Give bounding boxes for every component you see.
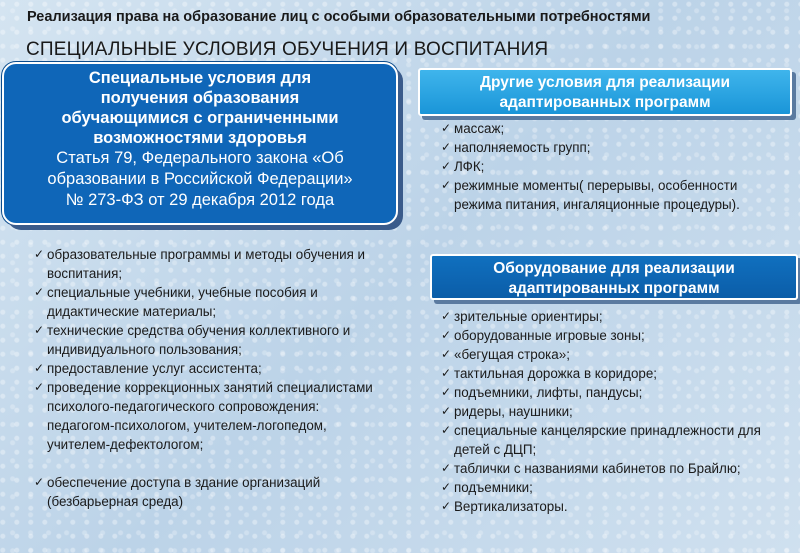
page-subtitle: СПЕЦИАЛЬНЫЕ УСЛОВИЯ ОБУЧЕНИЯ И ВОСПИТАНИЯ [26, 39, 549, 60]
list-item: ✓ наполняемость групп; [441, 140, 591, 155]
box-line-6: образовании в Российской Федерации» [47, 170, 353, 188]
list-item: ✓ режимные моменты( перерывы, особенности режима питания, ингаляционные процедуры). [441, 178, 740, 212]
check-icon: ✓ [34, 475, 45, 489]
list-item: ✓ проведение коррекционных занятий специалистами психолого-педагогического сопровождения: педагогом-психологом, учителем-логопедом, учителем-дефектологом; [34, 380, 377, 452]
box-line-3: обучающимися с ограниченными [61, 109, 339, 127]
list-item: ✓ ридеры, наушники; [441, 404, 573, 419]
list-item: ✓ массаж; [441, 121, 505, 136]
list-spacer [34, 454, 382, 473]
check-icon: ✓ [441, 328, 452, 342]
check-icon: ✓ [34, 361, 45, 375]
check-icon: ✓ [441, 461, 452, 475]
check-icon: ✓ [34, 323, 45, 337]
check-icon: ✓ [34, 285, 45, 299]
list-item: ✓ обеспечение доступа в здание организаций (безбарьерная среда) [34, 475, 321, 509]
equipment-heading: Оборудование для реализации адаптированных программ [430, 254, 798, 300]
box-line-5: Статья 79, Федерального закона «Об [56, 149, 344, 167]
list-item: ✓ зрительные ориентиры; [441, 309, 603, 324]
list-item: ✓ специальные канцелярские принадлежности для детей с ДЦП; [441, 423, 761, 457]
check-icon: ✓ [34, 380, 45, 394]
check-icon: ✓ [441, 121, 452, 135]
page-title: Реализация права на образование лиц с особыми образовательными потребностями [27, 9, 651, 25]
list-item: ✓ специальные учебники, учебные пособия и дидактические материалы; [34, 285, 318, 319]
box-line-2: получения образования [100, 89, 300, 107]
check-icon: ✓ [441, 178, 452, 192]
other-conditions-heading: Другие условия для реализации адаптированных программ [418, 68, 792, 116]
list-item: ✓ «бегущая строка»; [441, 347, 570, 362]
equipment-list [441, 307, 786, 516]
list-item: ✓ таблички с названиями кабинетов по Брайлю; [441, 461, 741, 476]
list-item: ✓ ЛФК; [441, 159, 485, 174]
special-conditions-list [34, 245, 382, 511]
check-icon: ✓ [441, 309, 452, 323]
list-item: ✓ технические средства обучения коллективного и индивидуального пользования; [34, 323, 351, 357]
check-icon: ✓ [441, 423, 452, 437]
check-icon: ✓ [441, 404, 452, 418]
special-conditions-box [2, 62, 398, 225]
list-item: ✓ подъемники; [441, 480, 533, 495]
check-icon: ✓ [34, 247, 45, 261]
list-item: ✓ предоставление услуг ассистента; [34, 361, 262, 376]
check-icon: ✓ [441, 140, 452, 154]
list-item: ✓ образовательные программы и методы обучения и воспитания; [34, 247, 366, 281]
check-icon: ✓ [441, 159, 452, 173]
check-icon: ✓ [441, 480, 452, 494]
check-icon: ✓ [441, 366, 452, 380]
list-item: ✓ подъемники, лифты, пандусы; [441, 385, 643, 400]
box-line-7: № 273-ФЗ от 29 декабря 2012 года [65, 191, 335, 209]
check-icon: ✓ [441, 347, 452, 361]
other-conditions-list [441, 119, 781, 214]
check-icon: ✓ [441, 499, 452, 513]
check-icon: ✓ [441, 385, 452, 399]
list-item: ✓ Вертикализаторы. [441, 499, 568, 514]
box-line-4: возможностями здоровья [93, 129, 307, 147]
box-line-1: Специальные условия для [88, 69, 312, 87]
list-item: ✓ тактильная дорожка в коридоре; [441, 366, 658, 381]
list-item: ✓ оборудованные игровые зоны; [441, 328, 645, 343]
